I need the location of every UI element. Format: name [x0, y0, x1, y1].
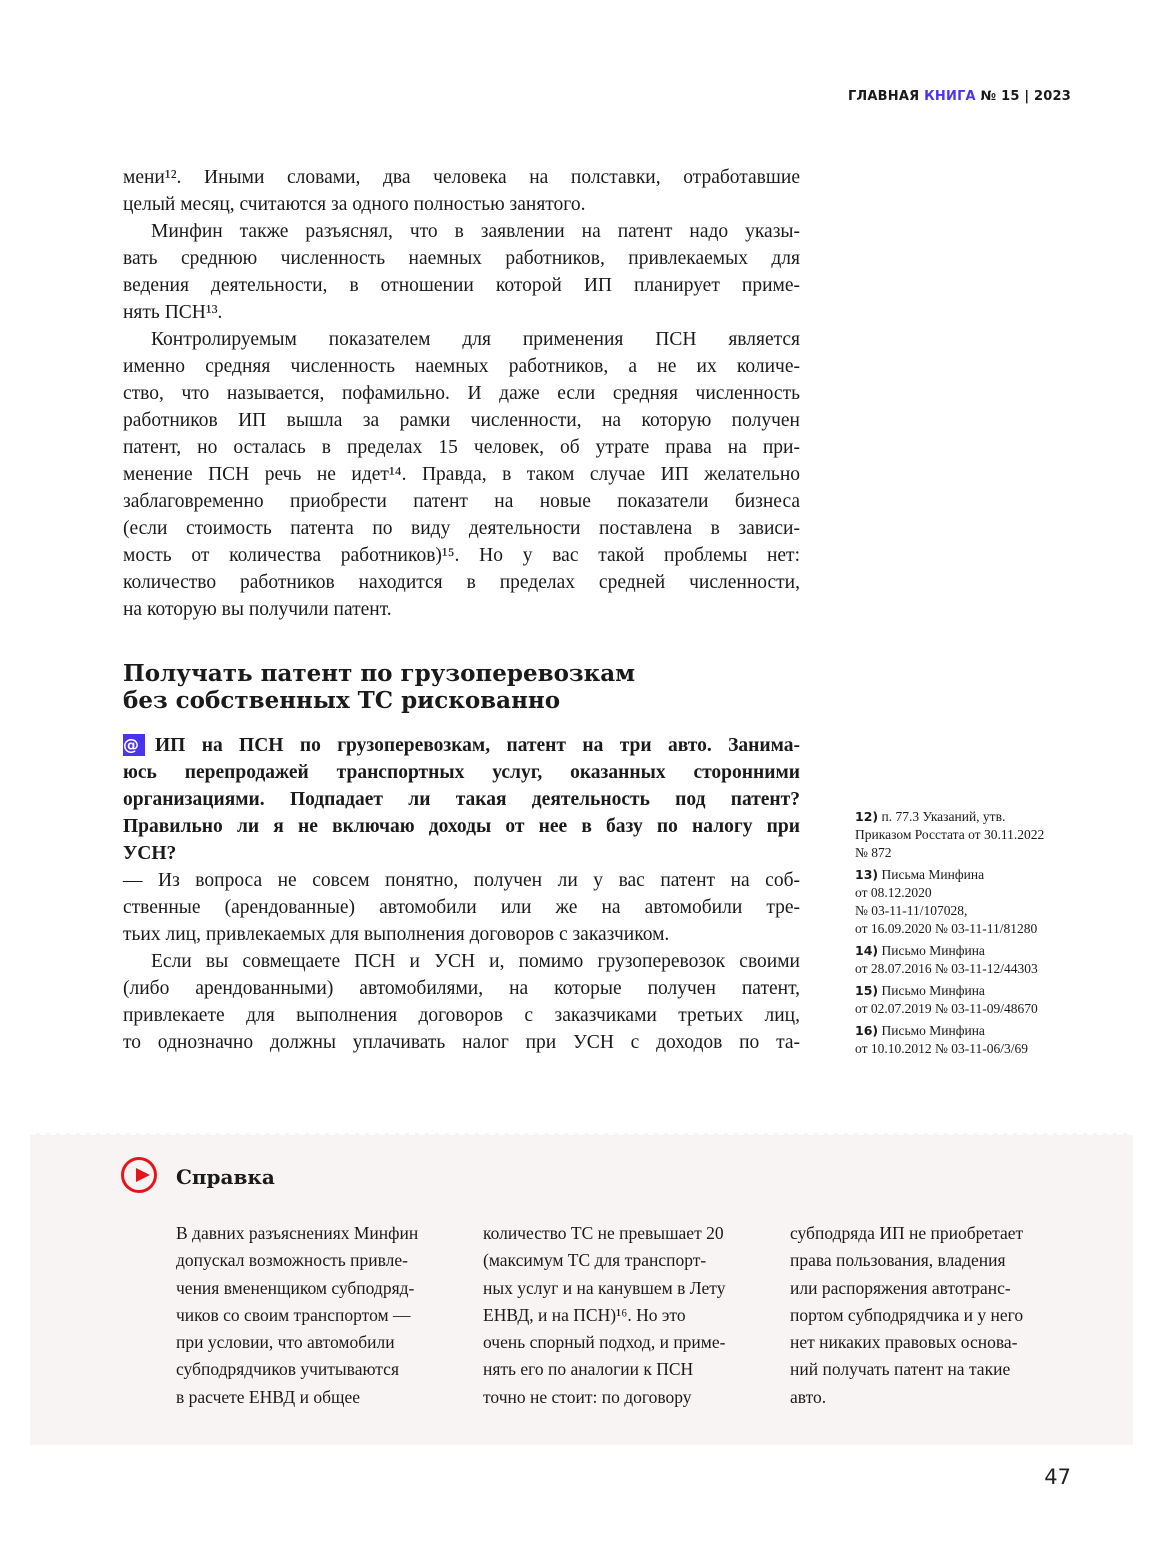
footnote-text: от 10.10.2012 № 03-11-06/3/69	[855, 1041, 1028, 1056]
reader-question	[123, 732, 800, 867]
reference-line: (максимум ТС для транспорт-	[483, 1250, 707, 1271]
reference-line: допускал возможность привле-	[176, 1250, 409, 1271]
text-line: патент, но осталась в пределах 15 человек, об утрате права на при-	[123, 437, 800, 458]
footnote-number: 14)	[855, 943, 879, 958]
text-line: — Из вопроса не совсем понятно, получен ли у вас патент на соб-	[123, 870, 800, 891]
text-line: нять ПСН¹³.	[123, 302, 223, 323]
reference-line: очень спорный подход, и приме-	[483, 1332, 726, 1353]
reference-line: при условии, что автомобили	[176, 1332, 395, 1353]
reference-line: точно не стоит: по договору	[483, 1386, 692, 1407]
footnote-number: 13)	[855, 867, 879, 882]
footnote-text: от 16.09.2020 № 03-11-11/81280	[855, 921, 1038, 936]
reference-line: ных услуг и на канувшем в Лету	[483, 1277, 726, 1298]
text-line: работников ИП вышла за рамки численности, на которую получен	[123, 410, 800, 431]
footnote-text: п. 77.3 Указаний, утв.	[881, 809, 1006, 824]
footnote-text: № 03-11-11/107028,	[855, 903, 968, 918]
reference-line: В давних разъяснениях Минфин	[176, 1223, 419, 1243]
reference-box-title: Справка	[176, 1165, 275, 1189]
footnote-line	[855, 808, 1085, 826]
reference-line: чиков со своим транспортом —	[176, 1304, 411, 1325]
reference-line: чения вмененщиком субподряд-	[176, 1277, 415, 1298]
footnote-text: от 08.12.2020	[855, 885, 932, 900]
footnote-line	[855, 1000, 1085, 1018]
reference-line: ЕНВД, и на ПСН)¹⁶. Но это	[483, 1304, 686, 1325]
footnote-line	[855, 982, 1085, 1000]
section-heading	[123, 660, 635, 714]
text-line: Если вы совмещаете ПСН и УСН и, помимо грузоперевозок своими	[151, 951, 800, 972]
footnote-line	[855, 920, 1085, 938]
footnote	[855, 1022, 1085, 1058]
text-line: целый месяц, считаются за одного полностью занятого.	[123, 194, 586, 215]
footnote-line	[855, 884, 1085, 902]
question-line: УСН?	[123, 843, 177, 864]
text-line: тьих лиц, привлекаемых для выполнения договоров с заказчиком.	[123, 924, 670, 945]
footnote-line	[855, 866, 1085, 884]
reference-line: субподряда ИП не приобретает	[790, 1223, 1024, 1243]
footnote	[855, 982, 1085, 1018]
question-line: Правильно ли я не включаю доходы от нее в базу по налогу при	[123, 816, 800, 837]
reference-line: или распоряжения автотранс-	[790, 1277, 1011, 1298]
reference-line: субподрядчиков учитываются	[176, 1359, 399, 1380]
text-line: мость от количества работников)¹⁵. Но у вас такой проблемы нет:	[123, 545, 800, 566]
footnote	[855, 866, 1085, 938]
reference-line: количество ТС не превышает 20	[483, 1223, 724, 1243]
running-header	[848, 89, 1071, 104]
brand-accent: КНИГА	[924, 89, 976, 104]
question-line	[123, 732, 800, 759]
page-number: 47	[1044, 1465, 1071, 1489]
reference-line: портом субподрядчика и у него	[790, 1304, 1024, 1325]
reference-line: нет никаких правовых основа-	[790, 1332, 1018, 1353]
footnote-line	[855, 1022, 1085, 1040]
text-line: Контролируемым показателем для применения ПСН является	[151, 329, 800, 350]
footnote-line	[855, 942, 1085, 960]
question-text: ИП на ПСН по грузоперевозкам, патент на три авто. Занима-	[155, 735, 800, 756]
text-line: Минфин также разъяснял, что в заявлении на патент надо указы-	[151, 221, 800, 242]
reference-line: нять его по аналогии к ПСН	[483, 1359, 694, 1380]
text-line: менение ПСН речь не идет¹⁴. Правда, в таком случае ИП желательно	[123, 464, 800, 485]
reference-line: в расчете ЕНВД и общее	[176, 1386, 360, 1407]
footnote-number: 12)	[855, 809, 879, 824]
footnote-number: 15)	[855, 983, 879, 998]
text-line: (либо арендованными) автомобилями, на которые получен патент,	[123, 978, 800, 999]
text-line: то однозначно должны уплачивать налог при УСН с доходов по та-	[123, 1032, 800, 1053]
brand-name: ГЛАВНАЯ	[847, 89, 920, 104]
footnote-line	[855, 960, 1085, 978]
play-icon	[121, 1157, 157, 1193]
reference-line: права пользования, владения	[790, 1250, 1006, 1271]
text-line: именно средняя численность наемных работников, а не их количе-	[123, 356, 800, 377]
footnote	[855, 808, 1085, 862]
text-line: количество работников находится в пределах средней численности,	[123, 572, 800, 593]
footnote-number: 16)	[855, 1023, 879, 1038]
reference-line: авто.	[790, 1386, 827, 1407]
text-line: вать среднюю численность наемных работников, привлекаемых для	[123, 248, 800, 269]
question-line: организациями. Подпадает ли такая деятельность под патент?	[123, 789, 800, 810]
heading-line: без собственных ТС рискованно	[123, 687, 561, 714]
text-line: ство, что называется, пофамильно. И даже если средняя численность	[123, 383, 800, 404]
footnotes	[855, 808, 1085, 1062]
answer-body	[123, 867, 800, 1056]
issue-number: № 15 | 2023	[980, 89, 1071, 104]
article-body-top	[123, 164, 800, 623]
footnote-text: Письма Минфина	[881, 867, 985, 882]
email-at-icon: @	[123, 734, 145, 756]
reference-column	[790, 1220, 1075, 1411]
footnote	[855, 942, 1085, 978]
footnote-text: от 02.07.2019 № 03-11-09/48670	[855, 1001, 1038, 1016]
question-line: юсь перепродажей транспортных услуг, оказанных сторонними	[123, 762, 800, 783]
text-line: мени¹². Иными словами, два человека на полставки, отработавшие	[123, 167, 800, 188]
footnote-text: № 872	[855, 845, 892, 860]
text-line: ведения деятельности, в отношении которой ИП планирует приме-	[123, 275, 800, 296]
footnote-line	[855, 826, 1085, 844]
text-line: (если стоимость патента по виду деятельности поставлена в зависи-	[123, 518, 800, 539]
footnote-line	[855, 1040, 1085, 1058]
text-line: ственные (арендованные) автомобили или же на автомобили тре-	[123, 897, 800, 918]
footnote-text: Письмо Минфина	[881, 943, 985, 958]
text-line: привлекаете для выполнения договоров с заказчиками третьих лиц,	[123, 1005, 800, 1026]
reference-column	[176, 1220, 461, 1411]
footnote-line	[855, 844, 1085, 862]
footnote-line	[855, 902, 1085, 920]
footnote-text: Письмо Минфина	[881, 983, 985, 998]
text-line: на которую вы получили патент.	[123, 599, 392, 620]
reference-line: ний получать патент на такие	[790, 1359, 1011, 1380]
reference-column	[483, 1220, 768, 1411]
footnote-text: Приказом Росстата от 30.11.2022	[855, 827, 1045, 842]
text-line: заблаговременно приобрести патент на новые показатели бизнеса	[123, 491, 800, 512]
heading-line: Получать патент по грузоперевозкам	[123, 660, 636, 687]
footnote-text: от 28.07.2016 № 03-11-12/44303	[855, 961, 1038, 976]
footnote-text: Письмо Минфина	[881, 1023, 985, 1038]
